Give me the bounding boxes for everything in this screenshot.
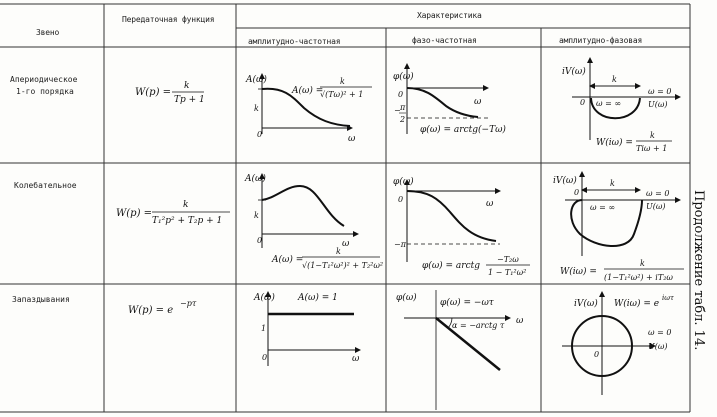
row1-pfc-zero: 0: [398, 90, 404, 99]
row2-pfc-formula-num: −T₂ω: [497, 255, 519, 264]
row1-apc-zero: 0: [580, 98, 586, 107]
row3-afc-plot: [253, 292, 360, 366]
row2-afc-k: k: [254, 211, 259, 220]
row3-afc-omega: ω: [352, 354, 360, 364]
row2-pfc-axis: φ(ω): [393, 177, 414, 187]
row1-afc-omega: ω: [348, 134, 356, 144]
row1-apc-axis-v: iV(ω): [562, 67, 586, 77]
table-grid: [0, 4, 690, 412]
row2-apc-zero: 0: [574, 188, 580, 197]
row3-pfc-axis: φ(ω): [396, 293, 417, 303]
row3-afc-one: 1: [261, 324, 267, 333]
row1-apc-formula-num: k: [650, 131, 655, 140]
row1-apc-formula-den: Tiω + 1: [636, 144, 668, 153]
row1-name-line1: Апериодическое: [10, 75, 78, 84]
row2-afc-omega: ω: [342, 239, 350, 249]
row1-pfc-plot: [393, 64, 506, 135]
row2-afc-plot: [244, 173, 383, 270]
row2-tf-den: T₁²p² + T₂p + 1: [152, 216, 223, 226]
row2-afc-formula-num: k: [336, 247, 341, 256]
row2-apc-axis-v: iV(ω): [553, 176, 577, 186]
row2-name: Колебательное: [14, 181, 77, 190]
row1-apc-plot: [562, 58, 680, 153]
header-characteristics: Характеристика: [417, 11, 482, 20]
side-caption-text: Продолжение табл. 14.: [691, 190, 706, 351]
row1-afc-k: k: [254, 104, 259, 113]
row3-afc-formula: A(ω) = 1: [298, 293, 338, 303]
row1-tf-lhs: W(p) =: [135, 87, 172, 98]
row3-apc-formula-lhs: W(iω) = e: [614, 299, 660, 309]
header-transfer-function: Передаточная функция: [122, 15, 215, 24]
row2-apc-formula-den: (1−T₁²ω²) + iT₂ω: [604, 273, 673, 282]
row2-apc-winf: ω = ∞: [590, 203, 615, 212]
row1-pfc-level-num: π: [400, 103, 406, 112]
row3-apc-formula-exp: iωτ: [662, 294, 674, 302]
row2-tf-num: k: [183, 200, 189, 210]
row1-apc-w0: ω = 0: [648, 87, 672, 96]
row2-pfc-plot: [393, 176, 530, 277]
row3-tf-exp: −pτ: [180, 299, 197, 308]
header-link: Звено: [36, 28, 60, 37]
row2-apc-w0: ω = 0: [646, 189, 670, 198]
header-phase-frequency: фазо-частотная: [412, 36, 477, 45]
row2-tf-lhs: W(p) =: [116, 208, 153, 219]
row2-afc-axis: A(ω): [245, 174, 266, 184]
row3-apc-plot: [562, 292, 674, 395]
row2-apc-formula-lhs: W(iω) =: [560, 267, 597, 277]
row3-apc-zero: 0: [594, 350, 600, 359]
row3-afc-axis: A(ω): [254, 293, 275, 303]
row1-apc-winf: ω = ∞: [596, 99, 621, 108]
row3-pfc-plot: [396, 290, 524, 410]
row2-pfc-formula-den: 1 − T₁²ω²: [488, 268, 527, 277]
row1-pfc-formula: φ(ω) = arctg(−Tω): [420, 125, 506, 135]
header-amplitude-frequency: амплитудно-частотная: [248, 37, 341, 46]
row1-pfc-level-den: 2: [400, 115, 406, 124]
row3-apc-axis-v: iV(ω): [574, 299, 598, 309]
row2-afc-curve: [262, 186, 344, 226]
row1-name-line2: 1-го порядка: [16, 87, 74, 96]
row3-name: Запаздывания: [12, 295, 70, 304]
row2-pfc-curve: [407, 191, 496, 241]
row3-apc-axis-u: U(ω): [648, 342, 668, 351]
row2-afc-formula-den: √(1−T₁²ω²)² + T₂²ω²: [302, 261, 384, 270]
row3-pfc-omega: ω: [516, 316, 524, 326]
row3-tf-text: W(p) = e: [128, 305, 174, 316]
row1-apc-k: k: [612, 75, 617, 84]
row2-apc-k: k: [610, 179, 615, 188]
header-amplitude-phase: амплитудно-фазовая: [559, 36, 643, 45]
row2-pfc-omega: ω: [486, 199, 494, 209]
row3-transfer-function: [128, 299, 197, 316]
row3-afc-zero: 0: [262, 353, 268, 362]
row2-pfc-zero: 0: [398, 195, 404, 204]
side-caption: [686, 190, 714, 410]
row1-afc-zero: 0: [257, 130, 263, 139]
row1-afc-formula-lhs: A(ω) =: [292, 86, 324, 96]
row2-pfc-level: −π: [394, 240, 406, 249]
row1-pfc-level-sign: −: [394, 106, 401, 115]
row1-afc-formula-den: √(Tω)² + 1: [320, 90, 364, 99]
row2-afc-zero: 0: [257, 236, 263, 245]
row2-apc-plot: [553, 172, 684, 282]
row2-afc-formula-lhs: A(ω) =: [272, 255, 304, 265]
row1-tf-den: Tp + 1: [174, 95, 205, 105]
row3-pfc-angle: α = −arctg τ: [452, 321, 505, 330]
row1-transfer-function: [135, 81, 205, 105]
row1-tf-num: k: [184, 81, 190, 91]
row1-pfc-curve: [407, 88, 478, 117]
row2-transfer-function: [116, 200, 230, 226]
row2-apc-axis-u: U(ω): [646, 202, 666, 211]
row1-afc-formula-num: k: [340, 77, 345, 86]
row1-afc-plot: [245, 74, 372, 144]
row1-apc-formula-lhs: W(iω) =: [596, 138, 633, 148]
row2-pfc-formula-lhs: φ(ω) = arctg: [422, 261, 481, 271]
row3-pfc-formula: φ(ω) = −ωτ: [440, 298, 494, 308]
row1-pfc-omega: ω: [474, 97, 482, 107]
row3-apc-w0: ω = 0: [648, 328, 672, 337]
row1-apc-axis-u: U(ω): [648, 100, 668, 109]
row1-afc-axis: A(ω): [246, 75, 267, 85]
row1-pfc-axis: φ(ω): [393, 72, 414, 82]
row2-apc-formula-num: k: [640, 259, 645, 268]
